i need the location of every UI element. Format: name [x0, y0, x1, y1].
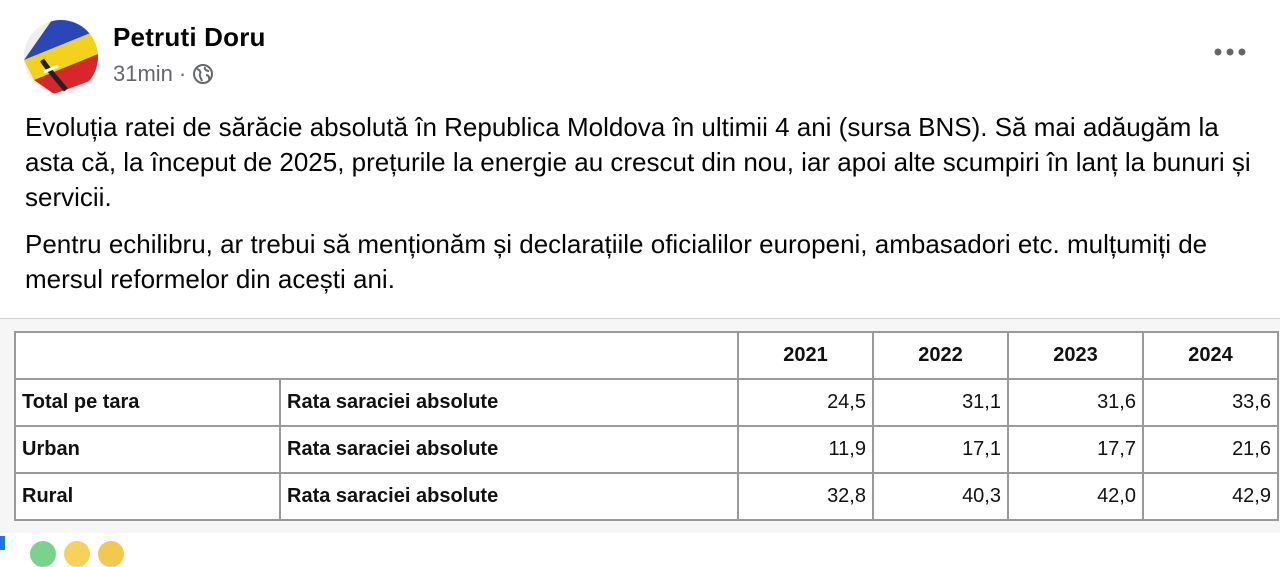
- value-cell: 21,6: [1143, 426, 1278, 473]
- author-name[interactable]: Petruti Doru: [113, 22, 266, 52]
- post-meta: [113, 61, 214, 87]
- indicator-cell: Rata saraciei absolute: [280, 473, 738, 520]
- value-cell: 32,8: [738, 473, 873, 520]
- globe-icon[interactable]: [192, 63, 214, 85]
- table-row: [15, 426, 1278, 473]
- region-cell: Urban: [15, 426, 280, 473]
- indicator-cell: Rata saraciei absolute: [280, 426, 738, 473]
- value-cell: 31,1: [873, 379, 1008, 426]
- value-cell: 17,1: [873, 426, 1008, 473]
- year-header: 2024: [1143, 332, 1278, 379]
- value-cell: 33,6: [1143, 379, 1278, 426]
- active-indicator: [0, 536, 5, 550]
- value-cell: 40,3: [873, 473, 1008, 520]
- avatar[interactable]: [24, 20, 98, 94]
- value-cell: 11,9: [738, 426, 873, 473]
- poverty-rate-table: [14, 331, 1279, 521]
- avatar-image: [24, 20, 98, 94]
- table-row: [15, 379, 1278, 426]
- year-header: 2021: [738, 332, 873, 379]
- haha-reaction-icon: [64, 541, 90, 567]
- table-row: [15, 473, 1278, 520]
- value-cell: 31,6: [1008, 379, 1143, 426]
- like-reaction-icon: [30, 541, 56, 567]
- region-cell: Total pe tara: [15, 379, 280, 426]
- indicator-cell: Rata saraciei absolute: [280, 379, 738, 426]
- more-options-button[interactable]: [1205, 34, 1255, 70]
- meta-separator: ·: [178, 61, 187, 86]
- reactions-bar: [0, 533, 1280, 550]
- year-header: 2023: [1008, 332, 1143, 379]
- post-timestamp[interactable]: 31min: [113, 61, 173, 86]
- value-cell: 42,9: [1143, 473, 1278, 520]
- value-cell: 24,5: [738, 379, 873, 426]
- care-reaction-icon: [98, 541, 124, 567]
- region-cell: Rural: [15, 473, 280, 520]
- reaction-icons[interactable]: [30, 541, 124, 567]
- more-options-icon: [1213, 47, 1247, 57]
- value-cell: 17,7: [1008, 426, 1143, 473]
- post-header: [0, 0, 1280, 100]
- table-header-blank: [15, 332, 738, 379]
- post-text: [25, 110, 1255, 309]
- year-header: 2022: [873, 332, 1008, 379]
- post-paragraph-2: Pentru echilibru, ar trebui să menționăm și declarațiile oficialilor europeni, ambasadori etc. mulțumiți de mersul reformelor din acești ani.: [25, 229, 1208, 294]
- value-cell: 42,0: [1008, 473, 1143, 520]
- table-header-row: [15, 332, 1278, 379]
- table-image[interactable]: [0, 319, 1280, 533]
- post-paragraph-1: Evoluția ratei de sărăcie absolută în Republica Moldova în ultimii 4 ani (sursa BNS). Să mai adăugăm la asta că, la început de 2025, prețurile la energie au crescut din nou, iar apoi alte scumpiri în lanț la bunuri și servicii.: [25, 112, 1251, 212]
